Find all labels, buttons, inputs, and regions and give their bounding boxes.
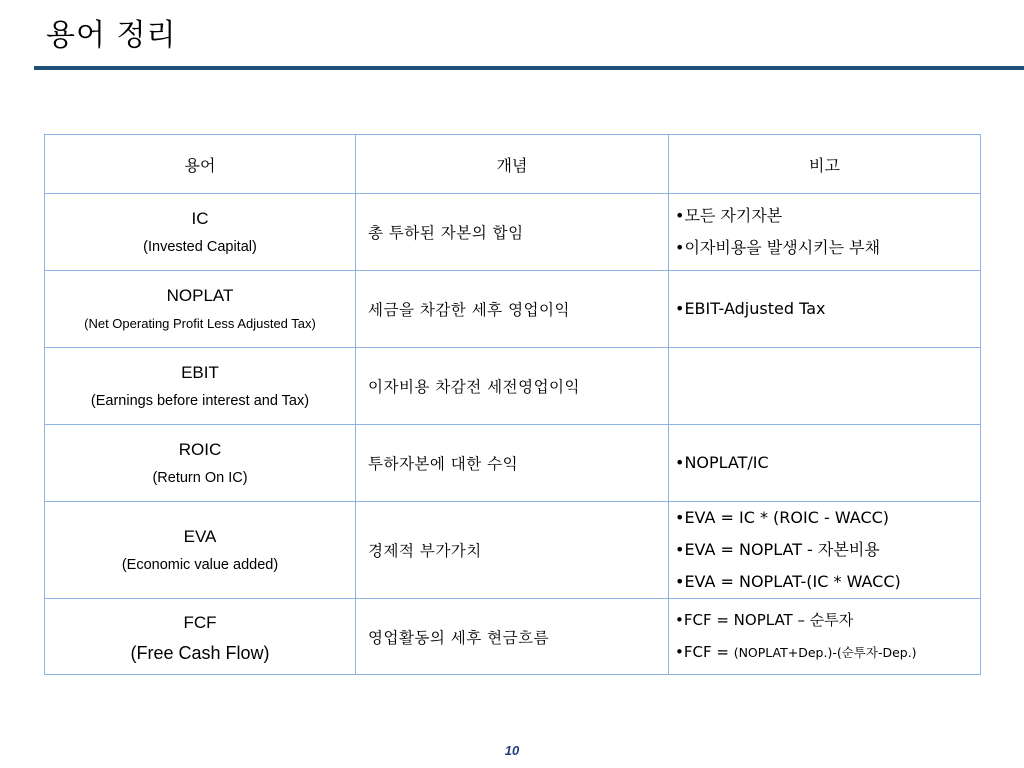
term-abbreviation: NOPLAT [166,286,234,305]
note-cell [669,425,981,502]
term-full-name: (Economic value added) [121,557,279,573]
formula-detail: (NOPLAT+Dep.)-(순투자-Dep.) [733,645,917,660]
term-cell [45,425,356,502]
term-abbreviation: IC [191,209,209,228]
header-concept: 개념 [356,135,669,194]
header-note: 비고 [669,135,981,194]
note-line: •모든 자기자본 [675,206,783,225]
term-abbreviation: EBIT [181,363,219,382]
note-line: •EBIT-Adjusted Tax [675,299,826,318]
term-cell [45,599,356,675]
note-line: •이자비용을 발생시키는 부채 [675,238,881,257]
title-divider [34,66,1024,70]
term-full-name: (Return On IC) [152,470,248,486]
note-line: •FCF = NOPLAT – 순투자 [675,611,854,629]
table-row-ebit [45,348,981,425]
note-line: •EVA = IC * (ROIC - WACC) [675,508,890,527]
table-row-ic [45,194,981,271]
note-cell [669,599,981,675]
note-cell [669,348,981,425]
term-cell [45,194,356,271]
table-row-roic [45,425,981,502]
note-cell [669,502,981,599]
note-line: •EVA = NOPLAT-(IC * WACC) [675,572,901,591]
header-term: 용어 [45,135,356,194]
table-row-fcf [45,599,981,675]
table-row-eva [45,502,981,599]
slide-title: 용어 정리 [46,18,177,53]
concept-cell: 투하자본에 대한 수익 [356,425,669,502]
glossary-table [44,134,981,675]
table-header-row [45,135,981,194]
term-cell [45,271,356,348]
note-line-formula [675,636,980,669]
page-number: 10 [504,743,520,758]
term-abbreviation: ROIC [178,440,222,459]
term-cell [45,348,356,425]
concept-cell: 이자비용 차감전 세전영업이익 [356,348,669,425]
concept-cell: 총 투하된 자본의 합임 [356,194,669,271]
concept-cell: 경제적 부가가치 [356,502,669,599]
note-line: •NOPLAT/IC [675,453,769,472]
note-cell [669,271,981,348]
term-abbreviation: FCF [183,612,217,632]
term-cell [45,502,356,599]
term-full-name: (Earnings before interest and Tax) [90,393,310,409]
note-cell [669,194,981,271]
term-full-name: (Invested Capital) [143,239,257,255]
concept-cell: 세금을 차감한 세후 영업이익 [356,271,669,348]
concept-cell: 영업활동의 세후 현금흐름 [356,599,669,675]
table-row-noplat [45,271,981,348]
note-line: •EVA = NOPLAT - 자본비용 [675,540,880,559]
term-full-name: (Free Cash Flow) [130,642,270,663]
formula-prefix: •FCF = [675,643,734,661]
term-full-name: (Net Operating Profit Less Adjusted Tax) [84,316,316,331]
term-abbreviation: EVA [183,527,217,546]
